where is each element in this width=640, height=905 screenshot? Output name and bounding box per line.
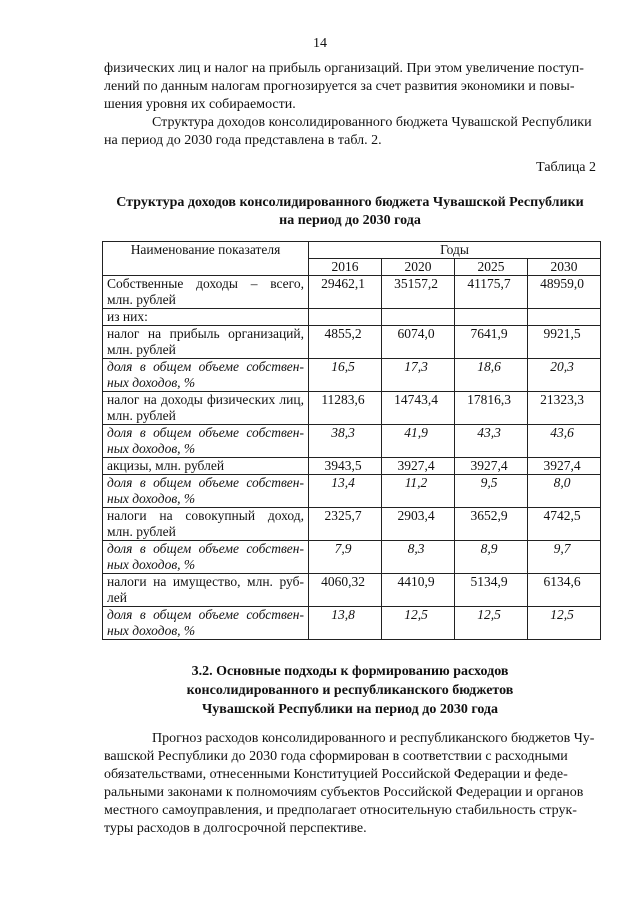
- section-title-line: Чувашской Республики на период до 2030 года: [201, 702, 499, 717]
- row-value: 17816,3: [455, 392, 528, 425]
- year-2025: 2025: [455, 259, 528, 276]
- row-value: 9921,5: [528, 326, 601, 359]
- year-2030: 2030: [528, 259, 601, 276]
- row-name: доля в общем объеме собствен-ных доходов, %: [103, 607, 309, 640]
- row-value: 8,3: [382, 541, 455, 574]
- row-value: 14743,4: [382, 392, 455, 425]
- table-title-line: Структура доходов консолидированного бюджета Чувашской Республики: [116, 195, 584, 210]
- row-value: 38,3: [309, 425, 382, 458]
- row-name: Собственные доходы – всего, млн. рублей: [103, 276, 309, 309]
- row-value: 3927,4: [455, 458, 528, 475]
- row-name: доля в общем объеме собствен-ных доходов, %: [103, 359, 309, 392]
- row-value: 3927,4: [528, 458, 601, 475]
- row-value: 12,5: [382, 607, 455, 640]
- row-value: 3943,5: [309, 458, 382, 475]
- row-name: доля в общем объеме собствен-ных доходов, %: [103, 541, 309, 574]
- row-value: 41175,7: [455, 276, 528, 309]
- row-value: 4742,5: [528, 508, 601, 541]
- intro-paragraph: [104, 60, 596, 114]
- row-value: 2903,4: [382, 508, 455, 541]
- row-value: 48959,0: [528, 276, 601, 309]
- table-header-row: [103, 242, 601, 259]
- row-value: 13,4: [309, 475, 382, 508]
- row-value: 21323,3: [528, 392, 601, 425]
- year-2020: 2020: [382, 259, 455, 276]
- table-row: [103, 508, 601, 541]
- row-value: 18,6: [455, 359, 528, 392]
- forecast-line: Прогноз расходов консолидированного и республиканского бюджетов Чу-: [152, 731, 595, 746]
- intro-line: шения уровня их собираемости.: [104, 97, 296, 112]
- table-title: [104, 194, 596, 230]
- table-row: [103, 326, 601, 359]
- row-value: 17,3: [382, 359, 455, 392]
- row-value: [309, 309, 382, 326]
- row-value: 41,9: [382, 425, 455, 458]
- row-value: 7641,9: [455, 326, 528, 359]
- table-row: [103, 574, 601, 607]
- row-value: 8,0: [528, 475, 601, 508]
- row-value: 35157,2: [382, 276, 455, 309]
- row-value: 43,3: [455, 425, 528, 458]
- intro-line: физических лиц и налог на прибыль организаций. При этом увеличение поступ-: [104, 61, 584, 76]
- table-row: [103, 458, 601, 475]
- year-2016: 2016: [309, 259, 382, 276]
- table-row-share: [103, 607, 601, 640]
- structure-line: на период до 2030 года представлена в табл. 2.: [104, 133, 382, 148]
- row-value: 43,6: [528, 425, 601, 458]
- table-title-line: на период до 2030 года: [279, 213, 421, 228]
- forecast-paragraph: [104, 730, 596, 838]
- row-value: 9,5: [455, 475, 528, 508]
- table-label: Таблица 2: [536, 160, 596, 175]
- row-name: доля в общем объеме собствен-ных доходов, %: [103, 475, 309, 508]
- row-value: 2325,7: [309, 508, 382, 541]
- row-name: акцизы, млн. рублей: [103, 458, 309, 475]
- row-name: доля в общем объеме собствен-ных доходов, %: [103, 425, 309, 458]
- row-value: 4855,2: [309, 326, 382, 359]
- forecast-line: обязательствами, отнесенными Конституцией Российской Федерации и феде-: [104, 767, 568, 782]
- section-title-line: консолидированного и республиканского бюджетов: [186, 683, 514, 698]
- row-value: 7,9: [309, 541, 382, 574]
- structure-paragraph: [104, 114, 596, 150]
- table-row: [103, 276, 601, 309]
- row-name: из них:: [103, 309, 309, 326]
- row-name: налог на доходы физических лиц, млн. рублей: [103, 392, 309, 425]
- row-value: 4060,32: [309, 574, 382, 607]
- structure-line: Структура доходов консолидированного бюджета Чувашской Республики: [152, 115, 592, 130]
- row-value: 8,9: [455, 541, 528, 574]
- row-value: 9,7: [528, 541, 601, 574]
- row-value: [528, 309, 601, 326]
- header-years: Годы: [309, 242, 601, 259]
- section-title-line: 3.2. Основные подходы к формированию расходов: [191, 664, 509, 679]
- revenue-structure-table: [102, 241, 601, 640]
- table-row-share: [103, 359, 601, 392]
- row-value: 12,5: [455, 607, 528, 640]
- page-number: 14: [313, 36, 327, 51]
- row-name: налог на прибыль организаций, млн. рублей: [103, 326, 309, 359]
- table-row-share: [103, 475, 601, 508]
- row-value: 11,2: [382, 475, 455, 508]
- table-row-share: [103, 541, 601, 574]
- forecast-line: ральными законами к полномочиям субъектов Российской Федерации и органов: [104, 785, 584, 800]
- row-value: 11283,6: [309, 392, 382, 425]
- row-value: 6074,0: [382, 326, 455, 359]
- row-name: налоги на имущество, млн. руб-лей: [103, 574, 309, 607]
- table-row-share: [103, 425, 601, 458]
- table-row: [103, 309, 601, 326]
- row-value: [455, 309, 528, 326]
- row-name: налоги на совокупный доход, млн. рублей: [103, 508, 309, 541]
- section-title: [104, 662, 596, 719]
- forecast-line: вашской Республики до 2030 года сформирован в соответствии с расходными: [104, 749, 568, 764]
- row-value: 16,5: [309, 359, 382, 392]
- row-value: 13,8: [309, 607, 382, 640]
- header-indicator: Наименование показателя: [103, 242, 309, 276]
- row-value: 3652,9: [455, 508, 528, 541]
- row-value: 5134,9: [455, 574, 528, 607]
- forecast-line: туры расходов в долгосрочной перспективе.: [104, 821, 367, 836]
- row-value: 4410,9: [382, 574, 455, 607]
- row-value: [382, 309, 455, 326]
- row-value: 6134,6: [528, 574, 601, 607]
- table-row: [103, 392, 601, 425]
- row-value: 3927,4: [382, 458, 455, 475]
- forecast-line: местного самоуправления, и предполагает относительную стабильность струк-: [104, 803, 577, 818]
- intro-line: лений по данным налогам прогнозируется за счет развития экономики и повы-: [104, 79, 575, 94]
- row-value: 12,5: [528, 607, 601, 640]
- row-value: 20,3: [528, 359, 601, 392]
- row-value: 29462,1: [309, 276, 382, 309]
